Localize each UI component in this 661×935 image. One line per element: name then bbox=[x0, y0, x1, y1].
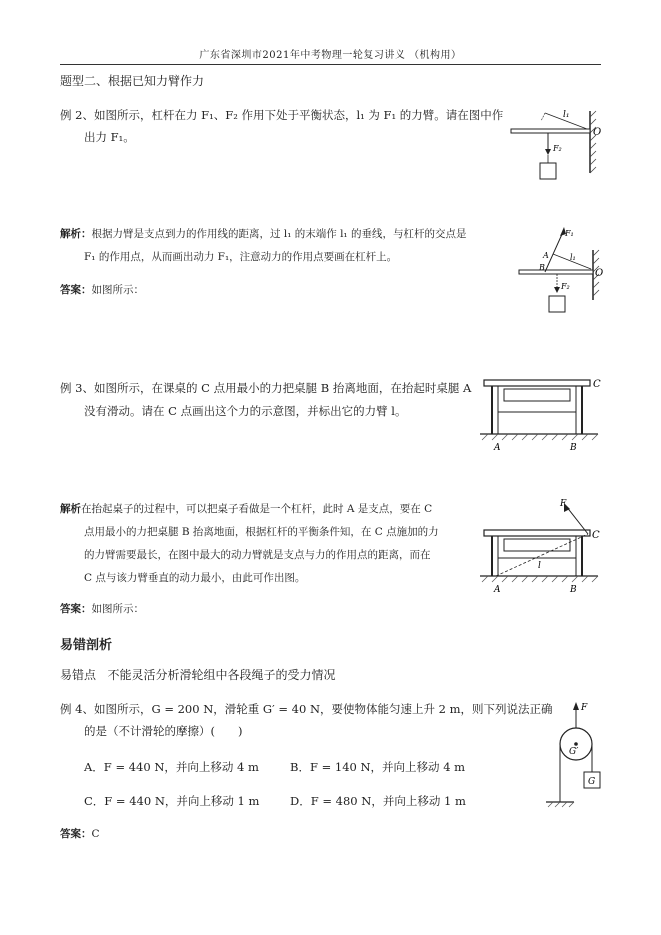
option-c: C．F = 440 N，并向上移动 1 m bbox=[84, 794, 260, 808]
label-B: B bbox=[570, 585, 577, 595]
label-F: F bbox=[560, 499, 567, 509]
section-title: 题型二、根据已知力臂作力 bbox=[60, 74, 205, 88]
label-F2: F₂ bbox=[561, 282, 570, 291]
example-2-line-1: 例 2、如图所示，杠杆在力 F₁、F₂ 作用下处于平衡状态，l₁ 为 F₁ 的力臂。请在图中作 bbox=[60, 108, 504, 122]
label-G: G bbox=[588, 777, 596, 787]
answer-text: 如图所示： bbox=[91, 284, 144, 296]
label-O: O bbox=[593, 127, 602, 138]
error-section-title: 易错剖析 bbox=[60, 638, 113, 653]
label-F1: F₁ bbox=[565, 229, 574, 238]
label-A: A bbox=[543, 251, 549, 260]
answer-label: 答案： bbox=[60, 603, 92, 615]
label-F: F bbox=[581, 703, 588, 713]
label-B: B bbox=[570, 443, 577, 453]
lever-figure-answer bbox=[515, 222, 607, 317]
weight-block bbox=[540, 163, 556, 179]
label-C: C bbox=[593, 379, 601, 390]
label-C: C bbox=[592, 530, 600, 541]
page-header: 广东省深圳市2021年中考物理一轮复习讲义 （机构用） bbox=[60, 46, 601, 65]
example-2-line-2: 出力 F₁。 bbox=[84, 130, 135, 144]
answer-label: 答案： bbox=[60, 284, 92, 296]
label-A: A bbox=[494, 585, 501, 595]
error-point-text: 不能灵活分析滑轮组中各段绳子的受力情况 bbox=[107, 668, 336, 682]
desk-figure-question bbox=[478, 372, 608, 454]
analysis-text-2: F₁ 的作用点，从而画出动力 F₁，注意动力的作用点要画在杠杆上。 bbox=[84, 251, 398, 263]
example-4-line-2: 的是（不计滑轮的摩擦）( ) bbox=[84, 724, 243, 738]
option-d: D．F = 480 N，并向上移动 1 m bbox=[290, 794, 466, 808]
label-l1: l₁ bbox=[563, 110, 570, 120]
analysis-label: 解析 bbox=[60, 503, 81, 515]
pulley-figure bbox=[540, 698, 610, 808]
answer-text: 如图所示： bbox=[91, 603, 144, 615]
analysis-text-2: 点用最小的力把桌腿 B 抬离地面，根据杠杆的平衡条件知，在 C 点施加的力 bbox=[84, 526, 439, 538]
label-G-prime: G′ bbox=[569, 747, 579, 757]
weight-block bbox=[549, 296, 565, 312]
label-l: l bbox=[538, 561, 541, 571]
label-O: O bbox=[595, 268, 604, 279]
answer-label: 答案： bbox=[60, 828, 92, 840]
label-B: B bbox=[539, 263, 545, 272]
example-3-line-2: 没有滑动。请在 C 点画出这个力的示意图，并标出它的力臂 l。 bbox=[84, 404, 407, 418]
lever-figure-question bbox=[505, 103, 605, 188]
label-l1: l₁ bbox=[570, 253, 576, 262]
desk-figure-answer bbox=[478, 494, 608, 596]
analysis-text: 根据力臂是支点到力的作用线的距离，过 l₁ 的末端作 l₁ 的垂线，与杠杆的交点是 bbox=[91, 228, 467, 240]
label-F2: F₂ bbox=[553, 144, 562, 153]
example-3-line-1: 例 3、如图所示，在课桌的 C 点用最小的力把桌腿 B 抬离地面，在抬起时桌腿 A bbox=[60, 381, 472, 395]
analysis-text-4: C 点与该力臂垂直的动力最小，由此可作出图。 bbox=[84, 572, 306, 584]
analysis-text: 在抬起桌子的过程中，可以把桌子看做是一个杠杆，此时 A 是支点，要在 C bbox=[81, 503, 433, 515]
option-b: B．F = 140 N，并向上移动 4 m bbox=[290, 760, 466, 774]
answer-text: C bbox=[91, 828, 100, 840]
option-a: A．F = 440 N，并向上移动 4 m bbox=[84, 760, 259, 774]
analysis-label: 解析： bbox=[60, 228, 92, 240]
example-4-line-1: 例 4、如图所示，G = 200 N，滑轮重 G′ = 40 N，要使物体能匀速上升 2 m，则下列说法正确 bbox=[60, 702, 553, 716]
analysis-text-3: 的力臂需要最长，在图中最大的动力臂就是支点与力的作用点的距离，而在 bbox=[84, 549, 431, 561]
label-A: A bbox=[494, 443, 501, 453]
error-point-label: 易错点 bbox=[60, 668, 97, 682]
